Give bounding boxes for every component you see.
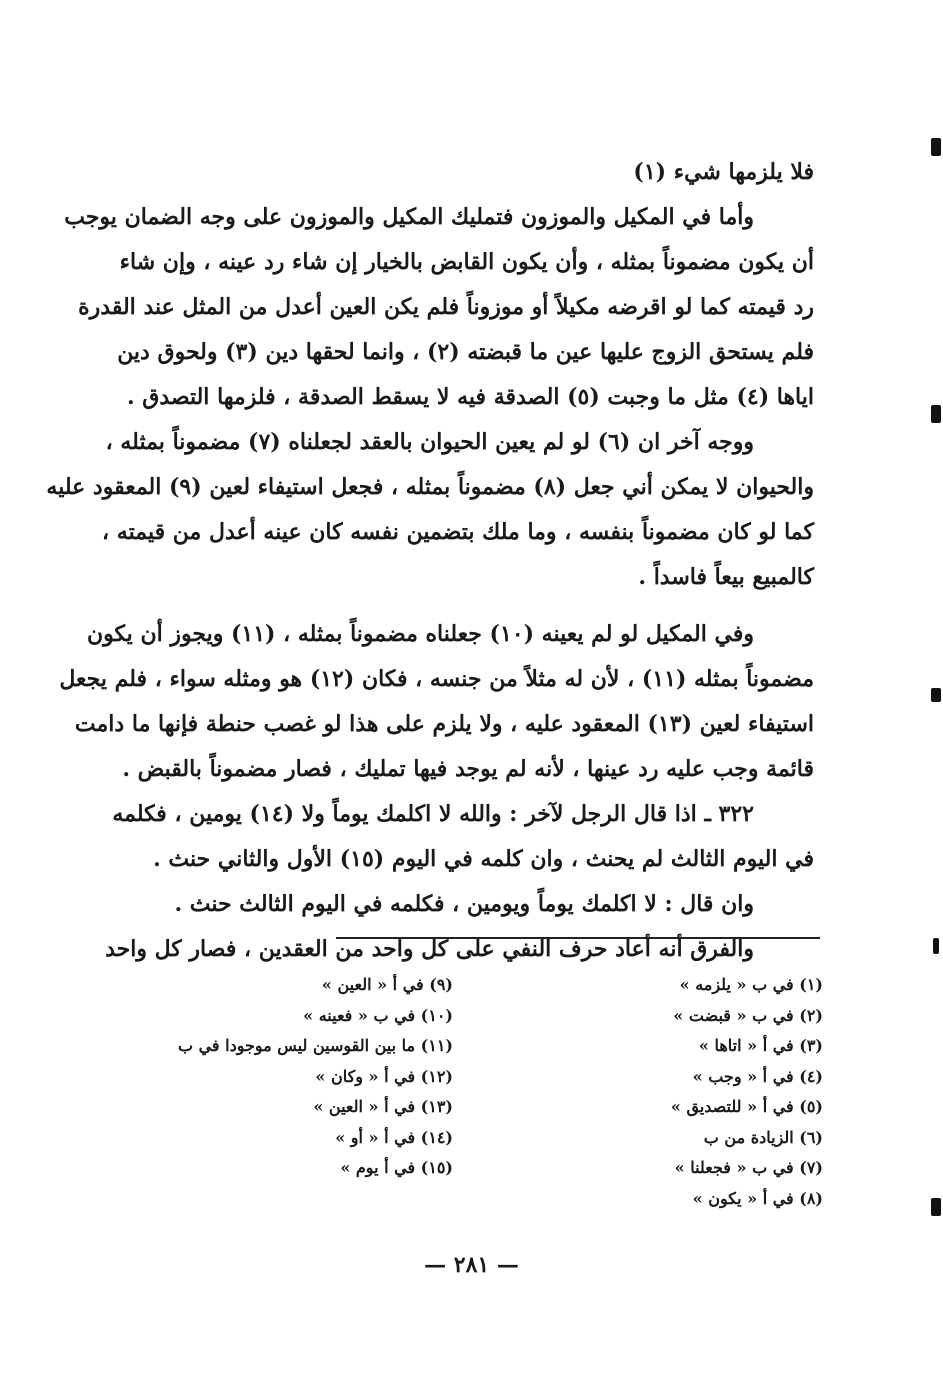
footnote: (٨) في أ « يكون » <box>692 1188 823 1208</box>
footnote: (١٤) في أ « أو » <box>335 1127 453 1147</box>
text-line: وان قال : لا اكلمك يوماً ويومين ، فكلمه في اليوم الثالث حنث . <box>174 891 754 917</box>
scan-edge-mark <box>931 688 941 702</box>
text-line: وأما في المكيل والموزون فتمليك المكيل والموزون على وجه الضمان يوجب <box>64 204 754 230</box>
text-line: كالمبيع بيعاً فاسداً . <box>638 564 814 590</box>
footnote: (١١) ما بين القوسين ليس موجودا في ب <box>177 1036 453 1055</box>
footnote: (١٣) في أ « العين » <box>313 1097 453 1116</box>
text-line: استيفاء لعين (١٣) المعقود عليه ، ولا يلزم على هذا لو غصب حنطة فإنها ما دامت <box>74 711 814 737</box>
footnote: (٤) في أ « وجب » <box>692 1066 823 1086</box>
scan-edge-mark <box>931 1198 941 1216</box>
text-line: ووجه آخر ان (٦) لو لم يعين الحيوان بالعقد لجعلناه (٧) مضموناً بمثله ، <box>105 429 754 455</box>
text-line: ٣٢٢ ـ اذا قال الرجل لآخر : والله لا اكلمك يوماً ولا (١٤) يومين ، فكلمه <box>112 801 754 827</box>
footnote: (٥) في أ « للتصديق » <box>670 1097 823 1116</box>
footnote: (٣) في أ « اتاها » <box>698 1036 823 1055</box>
text-line: فلم يستحق الزوج عليها عين ما قبضته (٢) ، وانما لحقها دين (٣) ولحوق دين <box>117 339 814 365</box>
footnote: (١٢) في أ « وكان » <box>315 1066 453 1086</box>
text-line: قائمة وجب عليه رد عينها ، لأنه لم يوجد فيها تمليك ، فصار مضموناً بالقبض . <box>122 756 814 782</box>
footnote: (١) في ب « يلزمه » <box>679 975 823 994</box>
footnote: (٩) في أ « العين » <box>321 975 453 994</box>
page-number: — ٢٨١ — <box>424 1252 519 1278</box>
text-line: في اليوم الثالث لم يحنث ، وان كلمه في اليوم (١٥) الأول والثاني حنث . <box>153 846 814 872</box>
scan-edge-mark <box>931 405 941 423</box>
text-line: مضموناً بمثله (١١) ، لأن له مثلاً من جنسه ، فكان (١٢) هو ومثله سواء ، فلم يجعل <box>59 666 814 692</box>
text-line: كما لو كان مضموناً بنفسه ، وما ملك بتضمين نفسه كان عينه أعدل من قيمته ، <box>102 519 814 545</box>
text-line: والحيوان لا يمكن أني جعل (٨) مضموناً بمثله ، فجعل استيفاء لعين (٩) المعقود عليه <box>46 474 814 500</box>
text-line: والفرق أنه أعاد حرف النفي على كل واحد من العقدين ، فصار كل واحد <box>105 936 754 962</box>
footnote: (٢) في ب « قبضت » <box>673 1005 823 1025</box>
main-text-block <box>46 150 814 972</box>
scan-edge-mark <box>933 938 939 954</box>
text-line: فلا يلزمها شيء (١) <box>633 159 814 185</box>
text-line: أن يكون مضموناً بمثله ، وأن يكون القابض بالخيار إن شاء رد عينه ، وإن شاء <box>119 249 814 275</box>
text-line: رد قيمته كما لو اقرضه مكيلاً أو موزوناً فلم يكن العين أعدل من المثل عند القدرة <box>78 294 814 320</box>
footnotes-right-column <box>583 970 823 1214</box>
footnote: (٦) الزيادة من ب <box>703 1127 823 1147</box>
footnotes-left-column <box>133 970 453 1184</box>
text-line: وفي المكيل لو لم يعينه (١٠) جعلناه مضموناً بمثله ، (١١) ويجوز أن يكون <box>87 621 754 647</box>
footnote: (٧) في ب « فجعلنا » <box>674 1158 823 1177</box>
scan-edge-mark <box>931 138 941 156</box>
text-line: اياها (٤) مثل ما وجبت (٥) الصدقة فيه لا يسقط الصدقة ، فلزمها التصدق . <box>126 384 814 410</box>
footnote: (١٥) في أ يوم » <box>340 1158 453 1177</box>
footnote: (١٠) في ب « فعينه » <box>303 1005 453 1025</box>
footnote-separator <box>336 937 820 939</box>
